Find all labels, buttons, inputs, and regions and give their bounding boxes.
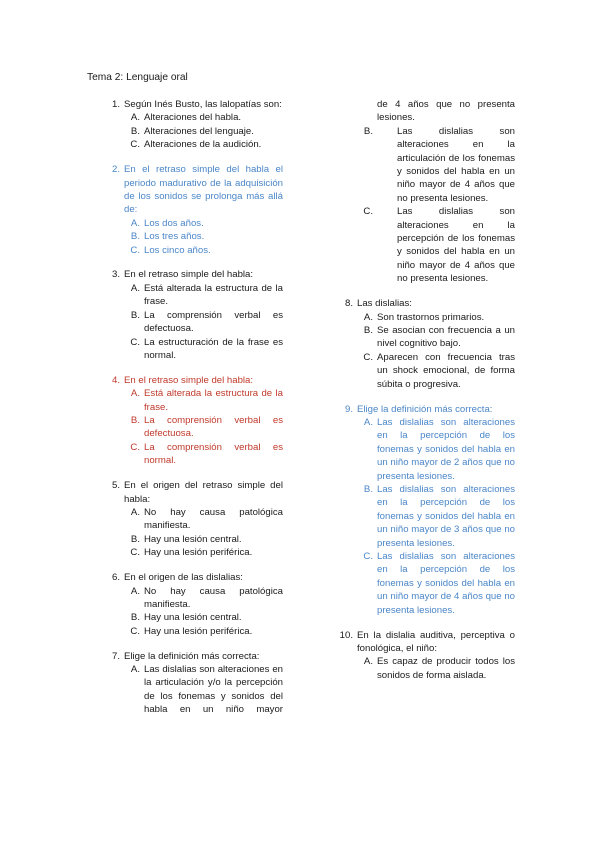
left-column [100,98,283,728]
option-b [124,611,283,624]
option-letter: B. [130,125,140,137]
option-a [357,416,515,483]
option-text: Hay una lesión periférica. [144,625,253,637]
option-text: Hay una lesión periférica. [144,547,253,559]
question-text: En el retraso simple del habla el periodo madurativo de la adquisición de los sonidos se prolonga más allá de: [124,164,283,216]
option-a [124,506,283,533]
option-letter: A. [363,311,373,323]
option-b [124,414,283,441]
option-letter: C. [363,551,373,562]
option-b [357,125,515,205]
option-text: Los dos años. [144,217,204,229]
option-a [124,282,283,309]
question-number: 2. [111,164,120,176]
option-b [124,533,283,546]
question-number: 10. [339,629,353,641]
option-letter: C. [130,244,140,256]
option-a [124,585,283,612]
question-number: 4. [111,374,120,386]
option-letter: C. [130,139,140,151]
option-a [124,111,283,124]
option-text: Hay una lesión central. [144,533,242,545]
question-1 [100,98,283,152]
option-text: Las dislalias son alteraciones en la percepción de los fonemas y sonidos del habla en un niño mayor de 3 años que no presenta lesiones. [377,483,515,549]
option-a [357,311,515,324]
option-text: Las dislalias son alteraciones en la percepción de los fonemas y sonidos del habla en un niño mayor de 2 años que no presenta lesiones. [377,416,515,482]
option-text: La comprensión verbal es normal. [144,441,283,467]
question-number: 9. [344,403,353,415]
option-c [124,546,283,559]
question-text: Según Inés Busto, las lalopatías son: [124,99,282,110]
question-8 [333,297,515,391]
question-number: 1. [111,99,120,110]
option-text: de 4 años que no presenta lesiones. [377,99,515,124]
question-text: En el retraso simple del habla: [124,374,254,386]
option-b [124,125,283,138]
option-text: Aparecen con frecuencia tras un shock emocional, de forma súbita o progresiva. [377,351,515,390]
option-c [124,441,283,468]
option-b [357,324,515,351]
option-letter: A. [130,282,140,294]
option-text: La comprensión verbal es defectuosa. [144,309,283,335]
option-letter: C. [130,547,140,559]
option-b [124,230,283,243]
question-number: 3. [111,269,120,281]
option-text: La comprensión verbal es defectuosa. [144,415,283,440]
option-text: Alteraciones del lenguaje. [144,125,254,137]
question-text: En el origen de las dislalias: [124,572,243,584]
option-letter: B. [130,231,140,243]
option-letter: B. [130,309,140,321]
option-letter: A. [130,388,140,400]
option-a-continued [357,98,515,125]
option-text: Los tres años. [144,231,205,243]
option-text: Alteraciones del habla. [144,112,242,124]
option-letter: B. [130,533,140,545]
option-text: Está alterada la estructura de la frase. [144,388,283,413]
page-title: Tema 2: Lenguaje oral [87,72,188,83]
option-letter: B. [363,325,373,336]
option-letter: C. [363,206,373,218]
option-text: No hay causa patológica manifiesta. [144,506,283,532]
question-9 [333,403,515,618]
option-c [124,244,283,257]
option-letter: C. [130,625,140,637]
option-letter: A. [130,506,140,518]
option-a [357,655,515,682]
question-number: 8. [344,298,353,310]
option-letter: B. [130,612,140,624]
question-3 [100,268,283,362]
question-number: 7. [111,650,120,662]
option-text: Las dislalias son alteraciones en la percepción de los fonemas y sonidos del habla en un niño mayor de 4 años que no presenta lesiones. [397,206,515,285]
option-a [124,387,283,414]
option-text: Las dislalias son alteraciones en la articulación de los fonemas y sonidos del habla en un niño mayor de 4 años que no presenta lesiones. [397,125,515,204]
question-number: 6. [111,572,120,584]
option-letter: A. [130,112,140,124]
question-text: Elige la definición más correcta: [124,650,260,662]
question-number: 5. [111,480,120,492]
option-text: Se asocian con frecuencia a un nivel cognitivo bajo. [377,325,515,350]
option-letter: C. [363,351,373,363]
option-b [124,309,283,336]
option-text: No hay causa patológica manifiesta. [144,585,283,610]
question-5 [100,479,283,559]
question-7-continued [333,98,515,286]
option-letter: A. [130,217,140,229]
question-10 [333,629,515,683]
option-c [357,351,515,391]
option-letter: C. [130,336,140,348]
option-text: Está alterada la estructura de la frase. [144,282,283,308]
question-text: Elige la definición más correcta: [357,403,493,415]
question-text: Las dislalias: [357,298,412,310]
question-text: En la dislalia auditiva, perceptiva o fonológica, el niño: [357,629,515,654]
option-letter: B. [363,483,373,495]
option-text: La estructuración de la frase es normal. [144,336,283,361]
option-letter: B. [363,125,373,137]
option-text: Los cinco años. [144,244,211,256]
option-letter: A. [363,416,373,428]
option-letter: A. [130,585,140,597]
option-letter: A. [130,664,140,676]
option-text: Alteraciones de la audición. [144,139,262,151]
option-letter: A. [363,656,373,668]
option-c [357,550,515,617]
question-2 [100,163,283,257]
option-a [124,663,283,717]
question-6 [100,571,283,638]
right-column [333,98,515,694]
option-text: Hay una lesión central. [144,612,242,624]
option-text: Es capaz de producir todos los sonidos de forma aislada. [377,656,515,681]
question-text: En el retraso simple del habla: [124,269,254,281]
question-7 [100,650,283,717]
question-4 [100,374,283,468]
option-c [357,205,515,285]
option-text: Las dislalias son alteraciones en la articulación y/o la percepción de los fonemas y sonidos del habla en un niño mayor [144,664,283,716]
option-letter: C. [130,441,140,453]
option-b [357,483,515,550]
option-letter: B. [130,415,140,427]
option-text: Las dislalias son alteraciones en la percepción de los fonemas y sonidos del habla en un niño mayor de 4 años que no presenta lesiones. [377,551,515,616]
option-c [124,138,283,151]
option-text: Son trastornos primarios. [377,311,485,323]
question-text: En el origen del retraso simple del habla: [124,480,283,505]
option-c [124,336,283,363]
option-a [124,217,283,230]
option-c [124,625,283,638]
